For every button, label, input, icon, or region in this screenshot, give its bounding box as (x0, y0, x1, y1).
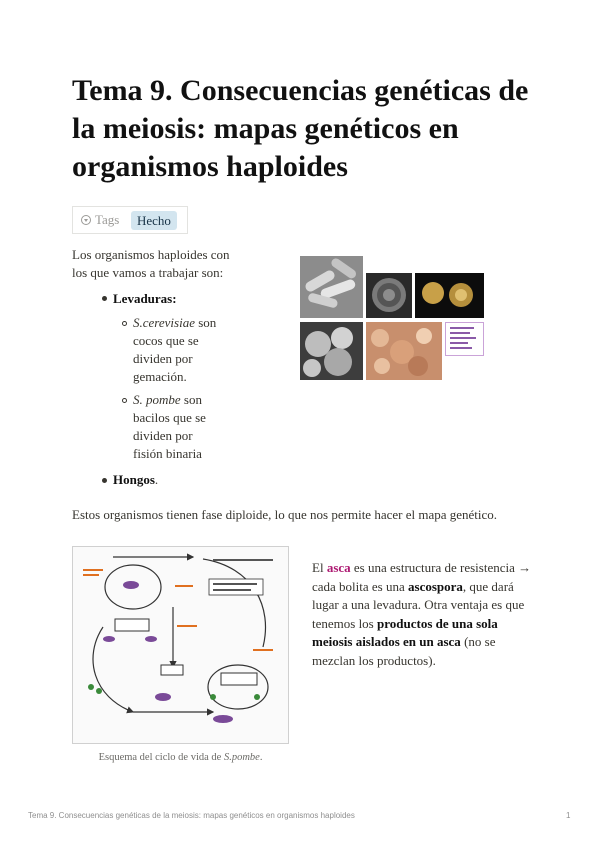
bullet-circle (122, 398, 127, 403)
diagram-caption (72, 752, 289, 763)
page-number: 1 (566, 811, 571, 820)
species-name: S. pombe (133, 392, 181, 407)
page-footer: Tema 9. Consecuencias genéticas de la meiosis: mapas genéticos en organismos haploides (28, 811, 355, 820)
micrograph-ascus-round (366, 273, 412, 318)
species-name: S.cerevisiae (133, 315, 195, 330)
text-run: El (312, 560, 327, 575)
s-pombe-life-cycle-diagram (72, 546, 289, 744)
meiosis-products-bold: productos de una sola meiosis aislados en un asca (312, 615, 498, 649)
period: . (154, 472, 159, 487)
ascospora-bold: ascospora (408, 578, 463, 594)
text-run: (no se mezclan los productos). (312, 634, 496, 668)
species-description: son cocos que se dividen por gemación. (133, 315, 217, 384)
intro-paragraph: Los organismos haploides con los que vamos a trabajar son: (72, 247, 230, 280)
page-title: Tema 9. Consecuencias genéticas de la meiosis: mapas genéticos en organismos haploides (72, 74, 529, 183)
yeast-micrograph-collage (300, 256, 484, 380)
caption-end: . (259, 752, 263, 763)
caption-text: Esquema del ciclo de vida de (98, 752, 224, 763)
bullet-dot (102, 478, 107, 483)
tags-label: Tags (95, 212, 120, 227)
tags-property[interactable] (72, 206, 188, 234)
tag-badge[interactable]: Hecho (131, 211, 177, 230)
text-run: , que dará lugar a una levadura. Otra ventaja es que tenemos los (312, 578, 525, 631)
list-item-levaduras: Levaduras: (113, 291, 177, 306)
photo-legend-inset (445, 322, 484, 356)
photo-colonies (415, 273, 484, 318)
micrograph-cocci (300, 322, 363, 380)
photo-fungal-mass (366, 322, 442, 380)
diploid-paragraph: Estos organismos tienen fase diploide, lo que nos permite hacer el mapa genético. (72, 507, 498, 522)
hongos-label: Hongos (113, 472, 155, 487)
list-item-cerevisiae (133, 314, 221, 386)
caption-species: S.pombe (223, 752, 260, 763)
species-description: son bacilos que se dividen por fisión binaria (133, 392, 206, 461)
bullet-dot (102, 296, 107, 301)
chevron-down-icon (81, 215, 91, 225)
list-item-hongos (113, 471, 233, 489)
micrograph-bacilli (300, 256, 363, 318)
asca-highlight: asca (326, 560, 351, 575)
text-run: es una estructura de resistencia → cada bolita es una (312, 560, 532, 594)
bullet-circle (122, 321, 127, 326)
list-item-pombe (133, 391, 225, 463)
asca-paragraph (312, 559, 532, 670)
